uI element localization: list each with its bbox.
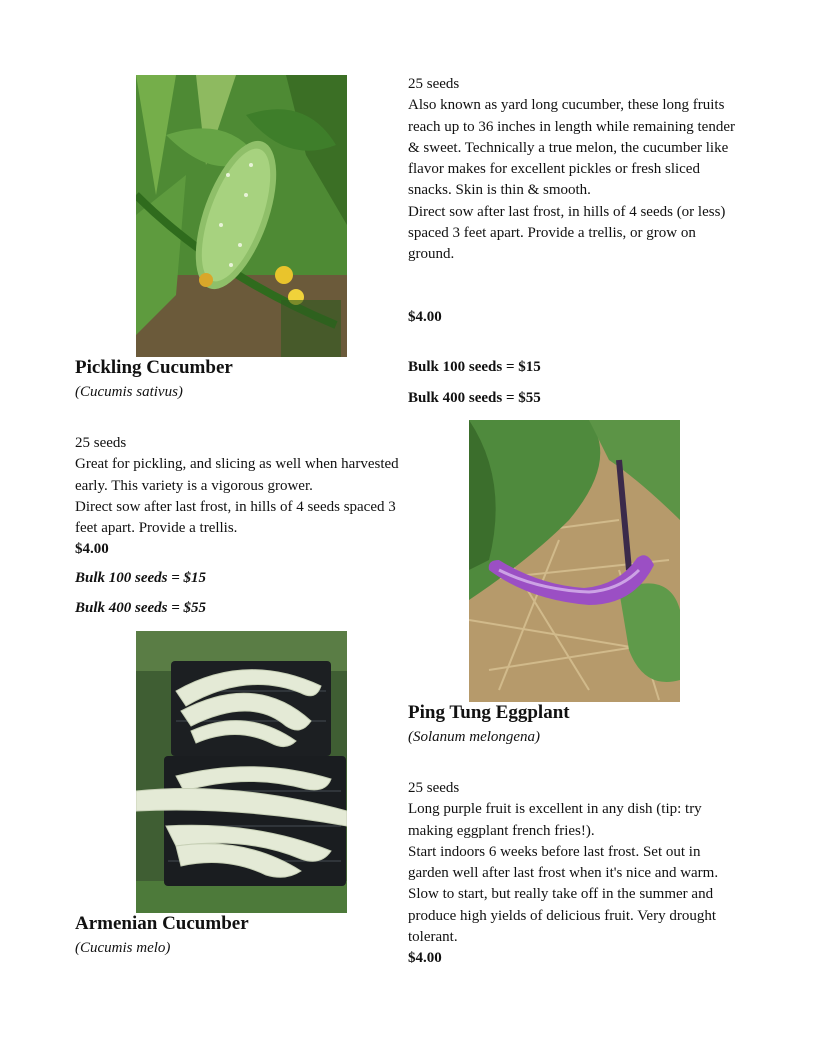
pickling-bulk-100: Bulk 100 seeds = $15 — [75, 570, 207, 586]
pickling-price: $4.00 — [75, 541, 109, 558]
eggplant-sowing-instructions: Start indoors 6 weeks before last frost. Set out in garden well after last frost when it's nice and warm. Slow to start, but really take off in the summer and produce high yields of delicious fruit. Very drought tolerant. — [408, 843, 719, 946]
eggplant-title: Ping Tung Eggplant — [408, 702, 570, 723]
pickling-bulk-400: Bulk 400 seeds = $55 — [75, 600, 207, 616]
pickling-cucumber-photo — [136, 75, 347, 357]
pickling-seed-count: 25 seeds — [75, 435, 127, 451]
eggplant-latin-name: (Solanum melongena) — [408, 729, 541, 745]
pickling-title: Pickling Cucumber — [75, 357, 233, 378]
armenian-seed-count: 25 seeds — [408, 76, 460, 92]
eggplant-description: Long purple fruit is excellent in any dish (tip: try making eggplant french fries!). — [408, 801, 702, 839]
pickling-description: Great for pickling, and slicing as well when harvested early. This variety is a vigorous grower. — [75, 456, 399, 494]
armenian-bulk-100: Bulk 100 seeds = $15 — [408, 359, 541, 375]
eggplant-details — [408, 778, 744, 970]
armenian-title: Armenian Cucumber — [75, 913, 249, 934]
eggplant-price: $4.00 — [408, 950, 442, 967]
armenian-latin-name: (Cucumis melo) — [75, 940, 171, 956]
ping-tung-eggplant-photo — [469, 420, 680, 702]
armenian-description: Also known as yard long cucumber, these long fruits reach up to 36 inches in length while remaining tender & sweet. Technically a true melon, the cucumber like flavor makes for excellent pickles or fresh sliced snacks. Skin is thin & smooth. — [408, 97, 735, 199]
pickling-latin-name: (Cucumis sativus) — [75, 384, 183, 400]
pickling-sowing-instructions: Direct sow after last frost, in hills of 4 seeds spaced 3 feet apart. Provide a trellis. — [75, 498, 396, 537]
pickling-details — [75, 433, 410, 561]
armenian-price: $4.00 — [408, 309, 442, 325]
armenian-bulk-400: Bulk 400 seeds = $55 — [408, 390, 541, 406]
armenian-sowing-instructions: Direct sow after last frost, in hills of 4 seeds (or less) spaced 3 feet apart. Provide a trellis, or grow on ground. — [408, 203, 726, 263]
eggplant-seed-count: 25 seeds — [408, 780, 460, 796]
armenian-details — [408, 74, 744, 266]
armenian-cucumber-photo — [136, 631, 347, 913]
